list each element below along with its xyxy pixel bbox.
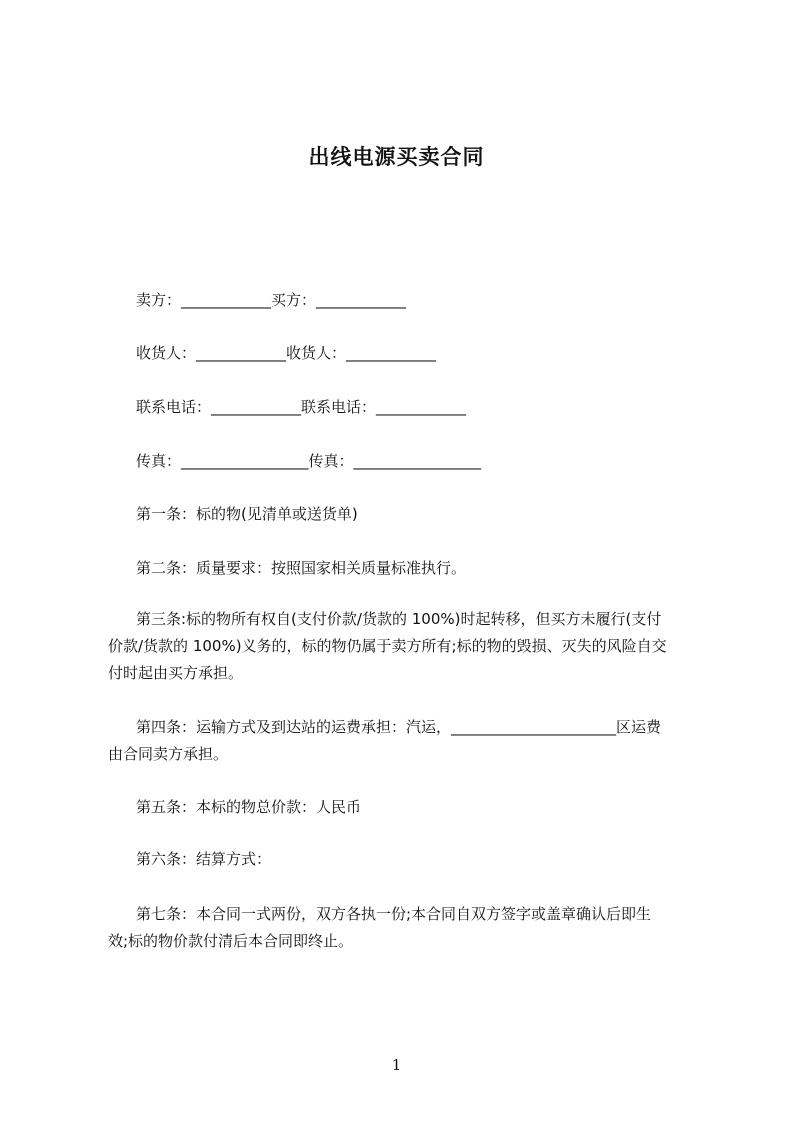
article-4 (108, 714, 700, 768)
article-2: 第二条：质量要求：按照国家相关质量标准执行。 (136, 559, 467, 577)
article-6: 第六条：结算方式： (136, 850, 272, 868)
fax-line: 传真：_________________传真：_________________ (136, 452, 482, 470)
article-4-line-1: 第四条：运输方式及到达站的运费承担：汽运，______________________区运费 (136, 718, 662, 736)
document-title: 出线电源买卖合同 (308, 145, 485, 169)
article-3 (108, 606, 700, 687)
page-number: 1 (391, 1056, 402, 1074)
article-3-line-3: 付时起由买方承担。 (108, 664, 244, 682)
article-3-line-2: 价款/货款的 100%)义务的，标的物仍属于卖方所有;标的物的毁损、灭失的风险自交 (108, 637, 667, 655)
article-7-line-2: 效;标的物价款付清后本合同即终止。 (108, 932, 354, 950)
article-4-line-2: 由合同卖方承担。 (108, 745, 229, 763)
consignee-line: 收货人：____________收货人：____________ (136, 344, 437, 362)
article-7 (108, 901, 700, 955)
phone-line: 联系电话：____________联系电话：____________ (136, 398, 467, 416)
article-1: 第一条：标的物(见清单或送货单) (136, 505, 358, 523)
seller-buyer-line: 卖方：____________买方：____________ (136, 291, 407, 309)
article-3-line-1: 第三条:标的物所有权自(支付价款/货款的 100%)时起转移，但买方未履行(支付 (136, 610, 662, 628)
article-7-line-1: 第七条：本合同一式两份，双方各执一份;本合同自双方签字或盖章确认后即生 (136, 905, 652, 923)
article-5: 第五条：本标的物总价款：人民币 (136, 798, 362, 816)
